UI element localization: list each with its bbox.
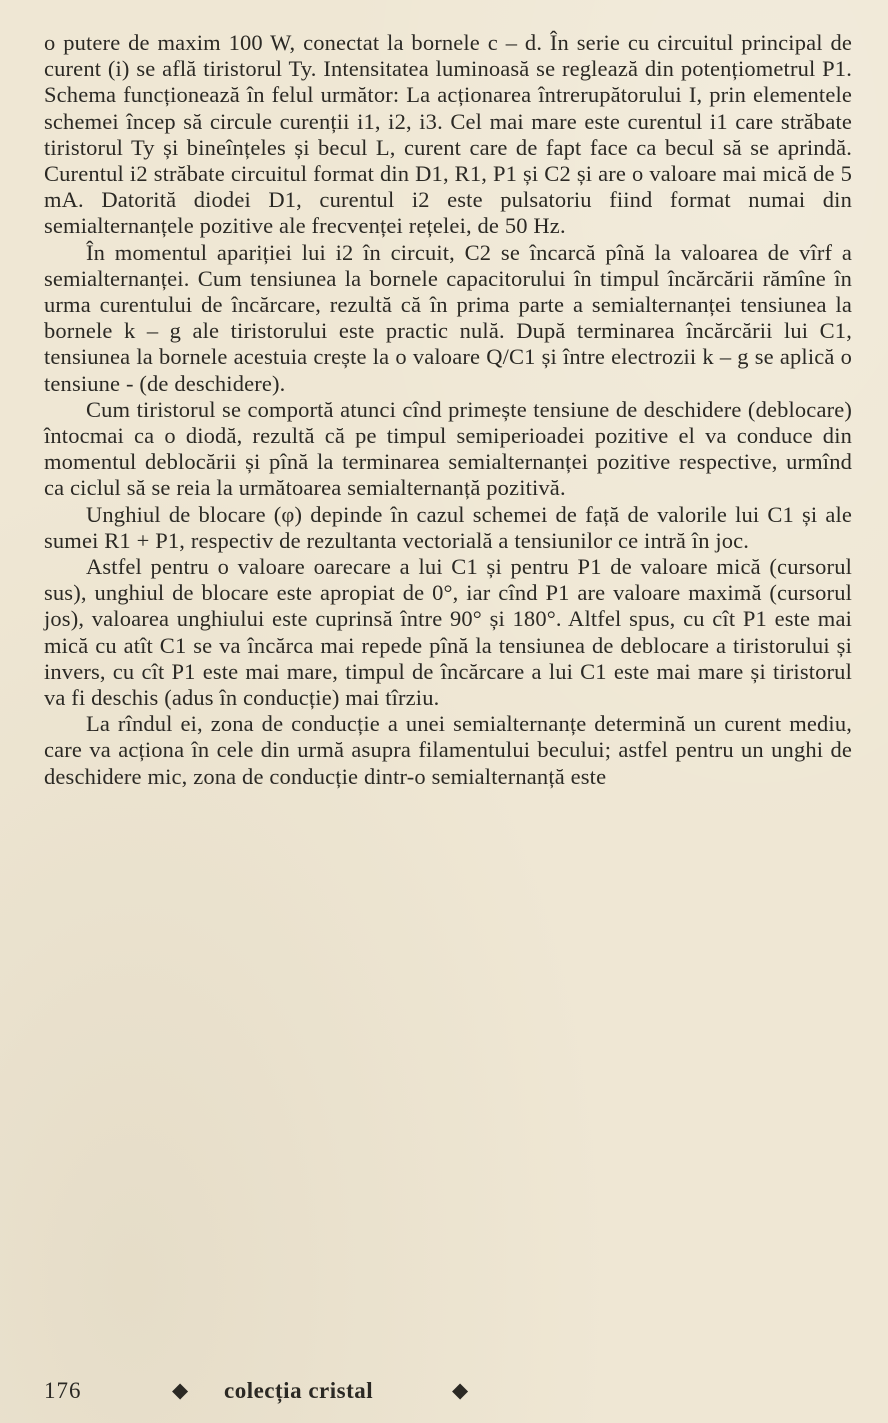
paragraph-1: o putere de maxim 100 W, conectat la bornele c – d. În serie cu circuitul principal de curent (i) se află tiristorul Ty. Intensitatea luminoasă se reglează din potențiometrul P1. Schema funcționează în felul următor: La acționarea întrerupătorului I, prin elementele schemei încep să circule curenții i1, i2, i3. Cel mai mare este curentul i1 care străbate tiristorul Ty și bineînțeles și becul L, curent care de fapt face ca becul să se aprindă. Curentul i2 străbate circuitul format din D1, R1, P1 și C2 și are o valoare mai mică de 5 mA. Datorită diodei D1, curentul i2 este pulsatoriu fiind format numai din semialternanțele pozitive ale frecvenței rețelei, de 50 Hz. xyxy=(44,30,852,239)
paragraph-2: În momentul apariției lui i2 în circuit, C2 se încarcă pînă la valoarea de vîrf a semialternanței. Cum tensiunea la bornele capacitorului în timpul încărcării rămîne în urma curentului de încărcare, rezultă că în prima parte a semialternanței tensiunea la bornele k – g ale tiristorului este practic nulă. După terminarea încărcării lui C1, tensiunea la bornele acestuia crește la o valoare Q/C1 și între electrozii k – g se aplică o tensiune - (de deschidere). xyxy=(44,239,852,396)
series-name: colecția cristal xyxy=(224,1378,374,1403)
page-body-text xyxy=(44,30,852,790)
diamond-right-icon: ◆ xyxy=(452,1378,469,1402)
diamond-left-icon: ◆ xyxy=(172,1378,189,1402)
paragraph-6: La rîndul ei, zona de conducție a unei semialternanțe determină un curent mediu, care va acționa în cele din urmă asupra filamentului becului; astfel pentru un unghi de deschidere mic, zona de conducție dintr-o semialternanță este xyxy=(44,711,852,789)
paragraph-4: Unghiul de blocare (φ) depinde în cazul schemei de față de valorile lui C1 și ale sumei R1 + P1, respectiv de rezultanta vectorială a tensiunilor ce intră în joc. xyxy=(44,501,852,553)
paragraph-3: Cum tiristorul se comportă atunci cînd primește tensiune de deschidere (deblocare) întocmai ca o diodă, rezultă că pe timpul semiperioadei pozitive el va conduce din momentul deblocării și pînă la terminarea semialternanței pozitive respective, urmînd ca ciclul să se reia la următoarea semialternanță pozitivă. xyxy=(44,396,852,501)
paragraph-5: Astfel pentru o valoare oarecare a lui C1 și pentru P1 de valoare mică (cursorul sus), unghiul de blocare este apropiat de 0°, iar cînd P1 are valoare maximă (cursorul jos), valoarea unghiului este cuprinsă între 90° și 180°. Altfel spus, cu cît P1 este mai mică cu atît C1 se va încărca mai repede pînă la tensiunea de deblocare a tiristorului și invers, cu cît P1 este mai mare, timpul de încărcare a lui C1 este mai mare și tiristorul va fi deschis (adus în conducție) mai tîrziu. xyxy=(44,554,852,711)
page-footer xyxy=(44,1374,852,1410)
page-number: 176 xyxy=(44,1378,82,1403)
